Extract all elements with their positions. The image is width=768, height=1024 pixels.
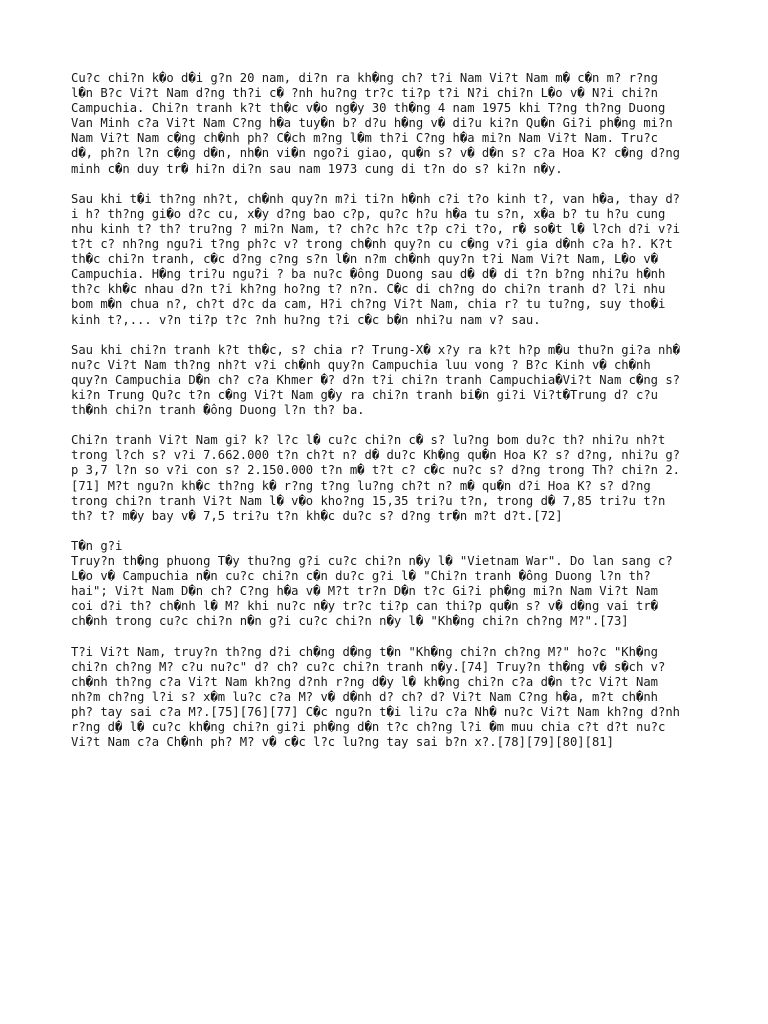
text-line: ch�nh th?ng c?a Vi?t Nam kh?ng d?nh r?ng d�y l� kh�ng chi?n c?a d�n t?c Vi?t Nam bbox=[71, 674, 658, 689]
text-line: th�nh chi?n tranh �ông Duong l?n th? ba. bbox=[71, 403, 365, 418]
text-line: r?ng d� l� cu?c kh�ng chi?n gi?i ph�ng d�n t?c ch?ng l?i �m muu chia c?t d?t nu?c bbox=[71, 720, 666, 735]
text-line: th?c kh�c nhau d?n t?i kh?ng ho?ng t? n?n. C�c di ch?ng do chi?n tranh d? l?i nhu bbox=[71, 282, 666, 297]
text-line: L�o v� Campuchia n�n cu?c chi?n c�n du?c g?i l� "Chi?n tranh �ông Duong l?n th? bbox=[71, 569, 651, 584]
text-line: chi?n ch?ng M? c?u nu?c" d? ch? cu?c chi?n tranh n�y.[74] Truy?n th�ng v� s�ch v? bbox=[71, 659, 666, 674]
text-line: Vi?t Nam c?a Ch�nh ph? M? v� c�c l?c lu?ng tay sai b?n x?.[78][79][80][81] bbox=[71, 735, 614, 750]
text-line: Chi?n tranh Vi?t Nam gi? k? l?c l� cu?c chi?n c� s? lu?ng bom du?c th? nhi?u nh?t bbox=[71, 433, 666, 448]
text-line: Truy?n th�ng phuong T�y thu?ng g?i cu?c chi?n n�y l� "Vietnam War". Do lan sang c? bbox=[71, 554, 673, 568]
text-line: [71] M?t ngu?n kh�c th?ng k� r?ng t?ng lu?ng ch?t n? m� qu�n d?i Hoa K? s? d?ng bbox=[71, 478, 651, 493]
text-line: quy?n Campuchia D�n ch? c?a Khmer �? d?n t?i chi?n tranh Campuchia�Vi?t Nam c�ng s? bbox=[71, 372, 681, 387]
text-line: l�n B?c Vi?t Nam d?ng th?i c� ?nh hu?ng tr?c ti?p t?i N?i chi?n L�o v� N?i chi?n bbox=[71, 86, 658, 101]
text-line: ph? tay sai c?a M?.[75][76][77] C�c ngu?n t�i li?u c?a Nh� nu?c Vi?t Nam kh?ng d?nh bbox=[71, 704, 681, 719]
section-heading: T�n g?i bbox=[71, 538, 123, 553]
text-line: Sau khi t�i th?ng nh?t, ch�nh quy?n m?i ti?n h�nh c?i t?o kinh t?, van h�a, thay d? bbox=[71, 191, 681, 206]
text-line: p 3,7 l?n so v?i con s? 2.150.000 t?n m� t?t c? c�c nu?c s? d?ng trong Th? chi?n 2. bbox=[71, 463, 681, 478]
text-line: trong chi?n tranh Vi?t Nam l� v�o kho?ng 15,35 tri?u t?n, trong d� 7,85 tri?u t?n bbox=[71, 493, 666, 508]
paragraph-2 bbox=[71, 192, 711, 328]
text-line: bom m�n chua n?, ch?t d?c da cam, H?i ch?ng Vi?t Nam, chia r? tu tu?ng, suy tho�i bbox=[71, 297, 666, 312]
paragraph-4 bbox=[71, 433, 711, 524]
text-line: i h? th?ng gi�o d?c cu, x�y d?ng bao c?p, qu?c h?u h�a tu s?n, x�a b? tu h?u cung bbox=[71, 206, 666, 221]
text-line: trong l?ch s? v?i 7.662.000 t?n ch?t n? d� du?c Kh�ng qu�n Hoa K? s? d?ng, nhi?u g? bbox=[71, 448, 681, 463]
text-line: Campuchia. H�ng tri?u ngu?i ? ba nu?c �ông Duong sau d� d� di t?n b?ng nhi?u h�nh bbox=[71, 267, 666, 282]
document-body bbox=[71, 71, 711, 765]
text-line: minh c�n duy tr� hi?n di?n sau nam 1973 cung di t?n do s? ki?n n�y. bbox=[71, 161, 563, 176]
text-line: t?t c? nh?ng ngu?i t?ng ph?c v? trong ch�nh quy?n cu c�ng v?i gia d�nh c?a h?. K?t bbox=[71, 237, 673, 252]
text-line: nh?m ch?ng l?i s? x�m lu?c c?a M? v� d�nh d? ch? d? Vi?t Nam C?ng h�a, m?t ch�nh bbox=[71, 689, 658, 704]
text-line: Campuchia. Chi?n tranh k?t th�c v�o ng�y 30 th�ng 4 nam 1975 khi T?ng th?ng Duong bbox=[71, 101, 666, 116]
text-line: Cu?c chi?n k�o d�i g?n 20 nam, di?n ra kh�ng ch? t?i Nam Vi?t Nam m� c�n m? r?ng bbox=[71, 71, 658, 85]
text-line: T?i Vi?t Nam, truy?n th?ng d?i ch�ng d�ng t�n "Kh�ng chi?n ch?ng M?" ho?c "Kh�ng bbox=[71, 644, 658, 659]
text-line: coi d?i th? ch�nh l� M? khi nu?c n�y tr?c ti?p can thi?p qu�n s? v� d�ng vai tr� bbox=[71, 599, 658, 614]
text-line: Sau khi chi?n tranh k?t th�c, s? chia r? Trung-X� x?y ra k?t h?p m�u thu?n gi?a nh� bbox=[71, 342, 681, 357]
text-line: d�, ph?n l?n c�ng d�n, nh�n vi�n ngo?i giao, qu�n s? v� d�n s? c?a Hoa K? c�ng d?ng bbox=[71, 146, 681, 161]
paragraph-6 bbox=[71, 645, 711, 751]
text-line: kinh t?,... v?n ti?p t?c ?nh hu?ng t?i c�c b�n nhi?u nam v? sau. bbox=[71, 312, 541, 327]
text-line: Nam Vi?t Nam c�ng ch�nh ph? C�ch m?ng l�m th?i C?ng h�a mi?n Nam Vi?t Nam. Tru?c bbox=[71, 131, 658, 146]
text-line: ch�nh trong cu?c chi?n n�n g?i cu?c chi?n n�y l� "Kh�ng chi?n ch?ng M?".[73] bbox=[71, 614, 629, 629]
paragraph-3 bbox=[71, 343, 711, 418]
paragraph-5 bbox=[71, 539, 711, 630]
paragraph-1 bbox=[71, 71, 711, 177]
text-line: ki?n Trung Qu?c t?n c�ng Vi?t Nam g�y ra chi?n tranh bi�n gi?i Vi?t�Trung d? c?u bbox=[71, 387, 658, 402]
text-line: th? t? m�y bay v� 7,5 tri?u t?n kh�c du?c s? d?ng tr�n m?t d?t.[72] bbox=[71, 508, 563, 523]
text-line: th�c chi?n tranh, c�c d?ng c?ng s?n l�n n?m ch�nh quy?n t?i Nam Vi?t Nam, L�o v� bbox=[71, 252, 658, 267]
text-line: Van Minh c?a Vi?t Nam C?ng h�a tuy�n b? d?u h�ng v� di?u ki?n Qu�n Gi?i ph�ng mi?n bbox=[71, 116, 673, 131]
text-line: nu?c Vi?t Nam th?ng nh?t v?i ch�nh quy?n Campuchia luu vong ? B?c Kinh v� ch�nh bbox=[71, 357, 651, 372]
text-line: hai"; Vi?t Nam D�n ch? C?ng h�a v� M?t tr?n D�n t?c Gi?i ph�ng mi?n Nam Vi?t Nam bbox=[71, 584, 658, 599]
text-line: nhu kinh t? th? tru?ng ? mi?n Nam, t? ch?c h?c t?p c?i t?o, r� so�t l� l?ch d?i v?i bbox=[71, 221, 681, 236]
